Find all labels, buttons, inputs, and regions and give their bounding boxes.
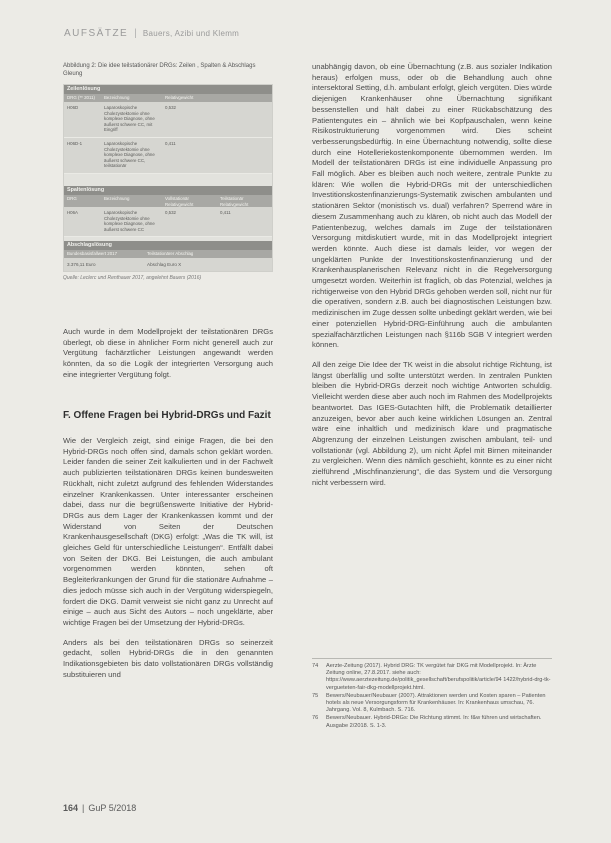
left-column-body bbox=[63, 436, 273, 689]
footnote-text: Bewers/Neubauer/Neubauer (2007). Attraktionen werden und Kosten sparen – Patienten hotels als neue Versorgungsform für Krankenhäuser. In: Krankenhaus umschau, 76. Jahrgang. Vol. 8, Kulmbach. S. 716. bbox=[326, 692, 546, 714]
header-section: AUFSÄTZE bbox=[64, 28, 129, 39]
header-separator: | bbox=[134, 28, 137, 39]
table-cell: 0,411 bbox=[220, 209, 231, 215]
table-cell: Laparoskopische Cholezystektomie ohne komplexe Diagnose, ohne äußerst schwere CC, teilstationär bbox=[104, 140, 155, 169]
block1-header-cell: DRG (** 2011) bbox=[67, 95, 95, 100]
running-header bbox=[64, 28, 239, 39]
block2-header-cell: Bezeichnung bbox=[104, 195, 130, 201]
footnote bbox=[312, 663, 552, 692]
block2-header-cell: Teilstationär Relativgewicht bbox=[220, 195, 249, 207]
table-cell: H06D-1 bbox=[67, 140, 83, 146]
table-cell: Abschlag Euro X bbox=[147, 262, 182, 268]
right-column bbox=[312, 62, 552, 497]
table-cell: H06D bbox=[67, 105, 79, 110]
left-column-top bbox=[63, 327, 273, 390]
footnote-text: Bewers/Neubauer. Hybrid-DRGs: Die Richtung stimmt. In: f&w führen und wirtschaften. Ausgabe 2/2018. S. 1-3. bbox=[326, 715, 542, 729]
footnote-number: 76 bbox=[312, 715, 319, 722]
footnote-number: 75 bbox=[312, 692, 319, 699]
table-cell: 0,532 bbox=[165, 209, 176, 215]
footnote-text: Aerzte-Zeitung (2017). Hybrid DRG: TK vergütet fair DKG mit Modellprojekt. In: Ärzte Zeitung online, 27.8.2017. siehe auch: https://www.aerztezeitung.de/politik_gesellschaft/berufspolitik/article/94 1422/hybrid-drg-tk-vergueteten-fair-dkg-modellprojekt.html. bbox=[326, 663, 551, 691]
figure-source: Quelle: Leclerc und Renthauer 2017, angelehnt Bauers (2016) bbox=[63, 275, 202, 282]
footnote-number: 74 bbox=[312, 663, 319, 669]
paragraph: All den zeige Die Idee der TK weist in die absolut richtige Richtung, ist längst überfällig und sollte unterstützt werden. In zentralen Punkten bleiben die Hybrid-DRGs derzeit noch wichtige Antworten schuldig. Vielleicht werden diese aber auch noch im Rahmen des Modellprojekts beantwortet. Das IGES-Gutachten hilft, die Problematik detaillierter anzuzeigen, bevor aber auch keine wirklichen Lösungen an. Zentral wäre eine inhaltlich und medizinisch klare und pragmatische Abgrenzung der einzelnen Leistungen zwischen ambulant, teil- und vollstationär (vgl. Abbildung 2), um nicht Äpfel mit Birnen miteinander zu vergleichen. Wenn dies nämlich geschieht, könnte es zu einer nicht zielführend „Mischfinanzierung“, die das System und die Versorgung nicht verbessern wird. bbox=[312, 359, 552, 487]
table-cell: H06A bbox=[67, 209, 78, 215]
table-cell: 0,532 bbox=[165, 105, 176, 110]
footnote bbox=[312, 715, 552, 729]
block3-header-cell: Teilstationärer Abschlag bbox=[147, 251, 194, 257]
block1-header-row bbox=[64, 94, 272, 102]
figure-2 bbox=[63, 62, 273, 281]
paragraph: Auch wurde in dem Modellprojekt der teilstationären DRGs überlegt, ob diese in ähnlicher Form nicht generell auch zur Vergütung fachärztlicher Leistungen angewandt werden könnten, da so die Logik der integrierten Versorgung auch eine integrierter Vergütung folgt. bbox=[63, 327, 273, 379]
table-row bbox=[64, 102, 272, 138]
block3-title: Abschlagslösung bbox=[64, 241, 272, 250]
page-footer bbox=[63, 803, 136, 813]
block2-header-cell: DRG bbox=[67, 195, 77, 201]
table-row bbox=[64, 138, 272, 174]
table-row bbox=[64, 207, 272, 237]
block3-header-row bbox=[64, 250, 272, 258]
footnote bbox=[312, 693, 552, 715]
figure-gap bbox=[64, 174, 272, 186]
journal-issue: GuP 5/2018 bbox=[88, 803, 137, 813]
block2-header-row bbox=[64, 195, 272, 207]
block1-title: Zeilenlösung bbox=[64, 85, 272, 94]
section-heading: F. Offene Fragen bei Hybrid-DRGs und Fazit bbox=[63, 410, 271, 421]
block1-header-cell: Relativgewicht bbox=[165, 95, 194, 100]
block3-header-cell: Bundesbasisfallwert 2017 bbox=[67, 251, 118, 257]
paragraph: Anders als bei den teilstationären DRGs so seinerzeit gedacht, sollen Hybrid-DRGs die in den genannten Indikationsgebieten bis dato vollstationären DRGs vollständig substituieren und bbox=[63, 637, 273, 679]
block2-title: Spaltenlösung bbox=[64, 186, 272, 195]
table-cell: 3.376,11 Euro bbox=[67, 262, 96, 268]
block1-header-cell: Bezeichnung bbox=[104, 95, 130, 100]
table-cell: 0,411 bbox=[165, 140, 176, 146]
figure-box bbox=[63, 84, 273, 272]
paragraph: Wie der Vergleich zeigt, sind einige Fragen, die bei den Hybrid-DRGs noch offen sind, damals schon geklärt worden. Leider fanden die seiner Zeit kalkulierten und in der Fachwelt auch publizierten teilstationären DRGs keinen bundesweiten Rückhalt, nicht zuletzt aufgrund des fehlenden Widerstandes einzelner Krankenkassen. Unter interessanter erscheinen dabei, dass nur die begrüßenswerte Initiative der Hybrid-DRGs aus dem Lager der Krankenkassen kommt und der Widerstand von Seiten der Deutschen Krankenhausgesellschaft (DKG) erfolgt: „Was die TK will, ist gleiches Geld für unterschiedliche Leistungen“. Entfällt dabei von Seiten der DKG. Bei Leistungen, die auch ambulant vorgenommen werden könnten, sehen oft Begleiterkrankungen der Grund für die stationäre Aufnahme – dies jedoch müsse sich auch in der Vergütung widerspiegeln, fordert die DKG. Damit verweist sie nicht ganz zu Unrecht auf einige – auch aus Sicht des Autors – noch ungeklärte, aber wichtige Fragen bei der Umsetzung der Hybrid-DRGs. bbox=[63, 436, 273, 627]
page-number: 164 bbox=[63, 803, 79, 813]
header-authors: Bauers, Azibi und Klemm bbox=[142, 29, 240, 38]
table-cell: Laparoskopische Cholezystektomie ohne komplexe Diagnose, ohne äußerst schwere CC bbox=[104, 209, 155, 232]
figure-caption: Abbildung 2: Die idee teilstationärer DRGs: Zeilen , Spalten & Abschlags Gleung bbox=[63, 63, 256, 77]
table-row bbox=[64, 258, 272, 271]
footer-separator: | bbox=[82, 803, 85, 813]
paragraph: unabhängig davon, ob eine Übernachtung (z.B. aus sozialer Indikation heraus) erfolgen muss, oder ob die Behandlung auch ohne intersektoral Setting, d.h. ambulant erfolgt, gleich vergüten. Dies würde diejenigen Krankenhäuser ohne Übernachtung signifikant bessenstellen und hält dabei zu einer Rückabschätzung des Patientengutes ein – ähnlich wie bei Kopfpauschalen, wenn keine Risikostrukturierung vorgenommen wird. Dies scheint verbesserungsbedürftig. In eine Übernachtung notwendig, sollte diese durch eine Hotelleriekostenkomponente übernommen werden. Im Modell der teilstationären DRGs ist eine individuelle Anpassung pro Fall möglich. Aber es bleiben auch noch weitere, zentrale Punkte zu klären: Wie wollen die Hybrid-DRGs mit der unterschiedlichen Investitionskostenfinanzierungs-Systematik zwischen ambulanten und stationären Sektor (monistisch vs. dual) verfahren? Sperrend wäre in diesem Zusammenhang auch zu klären, ob nicht auch das Modell der Patientenbezug, welches damals im Zuge der teilstationären Versorgung mitdiskutiert wurde, mit in das Modellprojekt integriert werden könnte. Auch diese ist damals leider, vor wegen der ungeklärten Punkte der Investitionskostenfinanzierung und der Krankenhausplanerischen Relevanz nicht in die Regelversorgung umgesetzt worden. Weiterhin ist fraglich, ob das Potenzial, welches ja richtigerweise von den Hybrid DRGs gehoben werden soll, nicht nur für die operativen, sondern z.B. auch bei diagnostischen Leistungen bzw. medizinischen im Zuge dessen sollte unbedingt geklärt werden, wie bei einer potenziellen Hybrid-DRG-Einführung auch die ambulanten spezialfachärztlichen Leistungen nach §116b SGB V integriert werden können. bbox=[312, 62, 552, 350]
footnotes bbox=[312, 658, 552, 731]
block2-header-cell: Vollstationär Relativgewicht bbox=[165, 195, 194, 207]
table-cell: Laparoskopische Cholezystektomie ohne komplexe Diagnose, ohne äußerst schwere CC, mit Eingriff bbox=[104, 105, 155, 133]
